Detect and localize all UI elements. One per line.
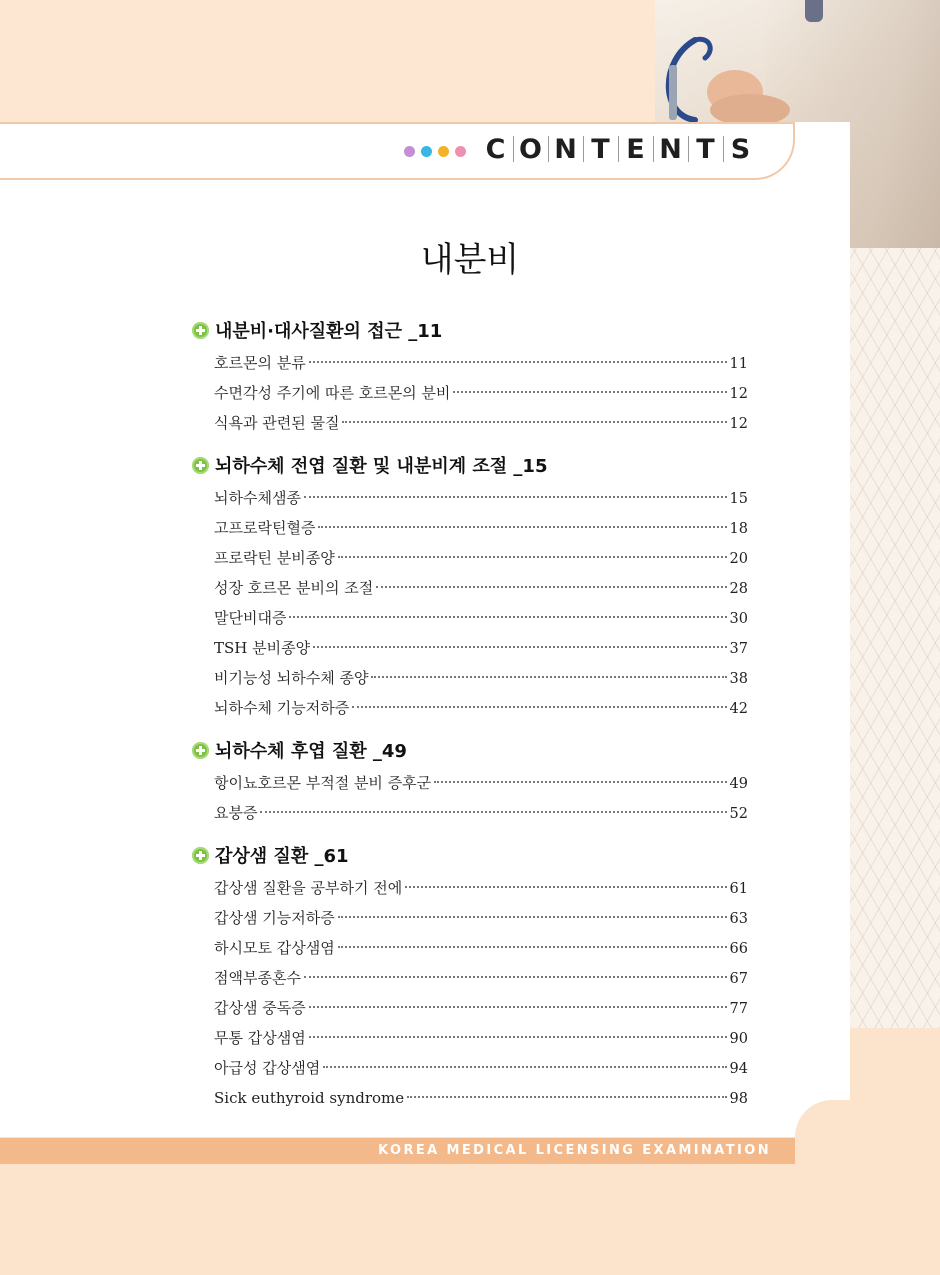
- toc-entry[interactable]: [192, 903, 748, 933]
- plus-circle-icon: [192, 847, 209, 864]
- dot-leader: [309, 1006, 727, 1008]
- letter-divider: [723, 136, 724, 162]
- toc-entry[interactable]: [192, 963, 748, 993]
- toc-entry[interactable]: [192, 543, 748, 573]
- contents-letter: N: [554, 134, 578, 165]
- contents-letter: C: [485, 134, 507, 165]
- dot-leader: [376, 586, 726, 588]
- contents-heading: [484, 134, 753, 165]
- contents-letter: S: [730, 134, 752, 165]
- letter-divider: [653, 136, 654, 162]
- toc-section: [192, 841, 748, 1113]
- contents-letter: T: [696, 134, 716, 165]
- toc-entry[interactable]: [192, 663, 748, 693]
- entry-page-number: 66: [729, 941, 748, 957]
- toc-entry[interactable]: [192, 348, 748, 378]
- entry-page-number: 98: [729, 1091, 748, 1107]
- entry-label: 무통 갑상샘염: [214, 1029, 306, 1047]
- entry-label: 뇌하수체샘종: [214, 489, 301, 507]
- toc-entry[interactable]: [192, 1083, 748, 1113]
- letter-divider: [618, 136, 619, 162]
- entry-page-number: 38: [729, 671, 748, 687]
- entry-label: 식욕과 관련된 물질: [214, 414, 340, 432]
- entry-label: 갑상샘 기능저하증: [214, 909, 335, 927]
- toc-section: [192, 451, 748, 723]
- letter-divider: [583, 136, 584, 162]
- entry-page-number: 94: [729, 1061, 748, 1077]
- toc-entry[interactable]: [192, 798, 748, 828]
- dot-leader: [407, 1096, 726, 1098]
- entry-page-number: 49: [729, 776, 748, 792]
- toc-entry[interactable]: [192, 408, 748, 438]
- toc-entry[interactable]: [192, 633, 748, 663]
- toc-entry[interactable]: [192, 768, 748, 798]
- entry-page-number: 37: [729, 641, 748, 657]
- plus-circle-icon: [192, 322, 209, 339]
- entry-page-number: 30: [729, 611, 748, 627]
- entry-page-number: 67: [729, 971, 748, 987]
- entry-label: 비기능성 뇌하수체 종양: [214, 669, 369, 687]
- toc-entry[interactable]: [192, 693, 748, 723]
- plus-circle-icon: [192, 742, 209, 759]
- section-title: 내분비·대사질환의 접근 _11: [215, 321, 443, 342]
- footer-banner-text: KOREA MEDICAL LICENSING EXAMINATION: [378, 1143, 771, 1158]
- contents-letter: E: [626, 134, 646, 165]
- color-dot: [404, 146, 415, 157]
- dot-leader: [313, 646, 726, 648]
- entry-label: 항이뇨호르몬 부적절 분비 증후군: [214, 774, 432, 792]
- toc-entry[interactable]: [192, 993, 748, 1023]
- entry-label: 뇌하수체 기능저하증: [214, 699, 350, 717]
- entry-label: 갑상샘 중독증: [214, 999, 306, 1017]
- dot-leader: [309, 1036, 727, 1038]
- entry-page-number: 90: [729, 1031, 748, 1047]
- dot-leader: [342, 421, 726, 423]
- contents-letter: N: [659, 134, 683, 165]
- color-dots: [404, 146, 472, 158]
- plus-circle-icon: [192, 457, 209, 474]
- dot-leader: [352, 706, 726, 708]
- section-heading[interactable]: [192, 841, 748, 869]
- entry-label: 점액부종혼수: [214, 969, 301, 987]
- toc-entry[interactable]: [192, 483, 748, 513]
- toc-entry[interactable]: [192, 513, 748, 543]
- entry-page-number: 42: [729, 701, 748, 717]
- dot-leader: [289, 616, 726, 618]
- entry-label: 고프로락틴혈증: [214, 519, 316, 537]
- section-title: 갑상샘 질환 _61: [215, 846, 349, 867]
- section-heading[interactable]: [192, 316, 748, 344]
- entry-label: 하시모토 갑상샘염: [214, 939, 335, 957]
- entry-page-number: 77: [729, 1001, 748, 1017]
- section-heading[interactable]: [192, 451, 748, 479]
- entry-page-number: 12: [729, 386, 748, 402]
- dot-leader: [338, 946, 727, 948]
- side-pattern: [850, 248, 940, 1028]
- dot-leader: [304, 496, 727, 498]
- toc-entry[interactable]: [192, 933, 748, 963]
- toc-entry[interactable]: [192, 873, 748, 903]
- section-heading[interactable]: [192, 736, 748, 764]
- entry-page-number: 63: [729, 911, 748, 927]
- entry-page-number: 12: [729, 416, 748, 432]
- table-of-contents: [192, 316, 748, 1126]
- dot-leader: [260, 811, 726, 813]
- dot-leader: [434, 781, 726, 783]
- toc-entry[interactable]: [192, 1023, 748, 1053]
- entry-page-number: 28: [729, 581, 748, 597]
- entry-label: 요붕증: [214, 804, 258, 822]
- contents-letter: O: [519, 134, 543, 165]
- color-dot: [455, 146, 466, 157]
- dot-leader: [338, 916, 727, 918]
- toc-entry[interactable]: [192, 378, 748, 408]
- toc-section: [192, 316, 748, 438]
- dot-leader: [405, 886, 726, 888]
- dot-leader: [323, 1066, 726, 1068]
- dot-leader: [371, 676, 726, 678]
- entry-page-number: 52: [729, 806, 748, 822]
- color-dot: [421, 146, 432, 157]
- entry-label: 호르몬의 분류: [214, 354, 306, 372]
- entry-page-number: 15: [729, 491, 748, 507]
- entry-page-number: 20: [729, 551, 748, 567]
- entry-label: Sick euthyroid syndrome: [214, 1089, 405, 1107]
- letter-divider: [688, 136, 689, 162]
- dot-leader: [453, 391, 726, 393]
- entry-page-number: 18: [729, 521, 748, 537]
- toc-entry[interactable]: [192, 1053, 748, 1083]
- entry-page-number: 11: [729, 356, 748, 372]
- color-dot: [438, 146, 449, 157]
- dot-leader: [304, 976, 727, 978]
- footer-banner: [0, 1138, 795, 1164]
- entry-label: 아급성 갑상샘염: [214, 1059, 321, 1077]
- entry-label: 프로락틴 분비종양: [214, 549, 335, 567]
- dot-leader: [338, 556, 727, 558]
- entry-label: 갑상샘 질환을 공부하기 전에: [214, 879, 403, 897]
- letter-divider: [548, 136, 549, 162]
- entry-label: 말단비대증: [214, 609, 287, 627]
- section-title: 뇌하수체 후엽 질환 _49: [215, 741, 407, 762]
- section-title: 뇌하수체 전엽 질환 및 내분비계 조절 _15: [215, 456, 548, 477]
- letter-divider: [513, 136, 514, 162]
- dot-leader: [318, 526, 726, 528]
- toc-entry[interactable]: [192, 603, 748, 633]
- entry-page-number: 61: [729, 881, 748, 897]
- entry-label: TSH 분비종양: [214, 639, 311, 657]
- page-title: 내분비: [420, 240, 520, 280]
- entry-label: 수면각성 주기에 따른 호르몬의 분비: [214, 384, 451, 402]
- toc-entry[interactable]: [192, 573, 748, 603]
- entry-label: 성장 호르몬 분비의 조절: [214, 579, 374, 597]
- dot-leader: [309, 361, 727, 363]
- toc-section: [192, 736, 748, 828]
- contents-letter: T: [591, 134, 611, 165]
